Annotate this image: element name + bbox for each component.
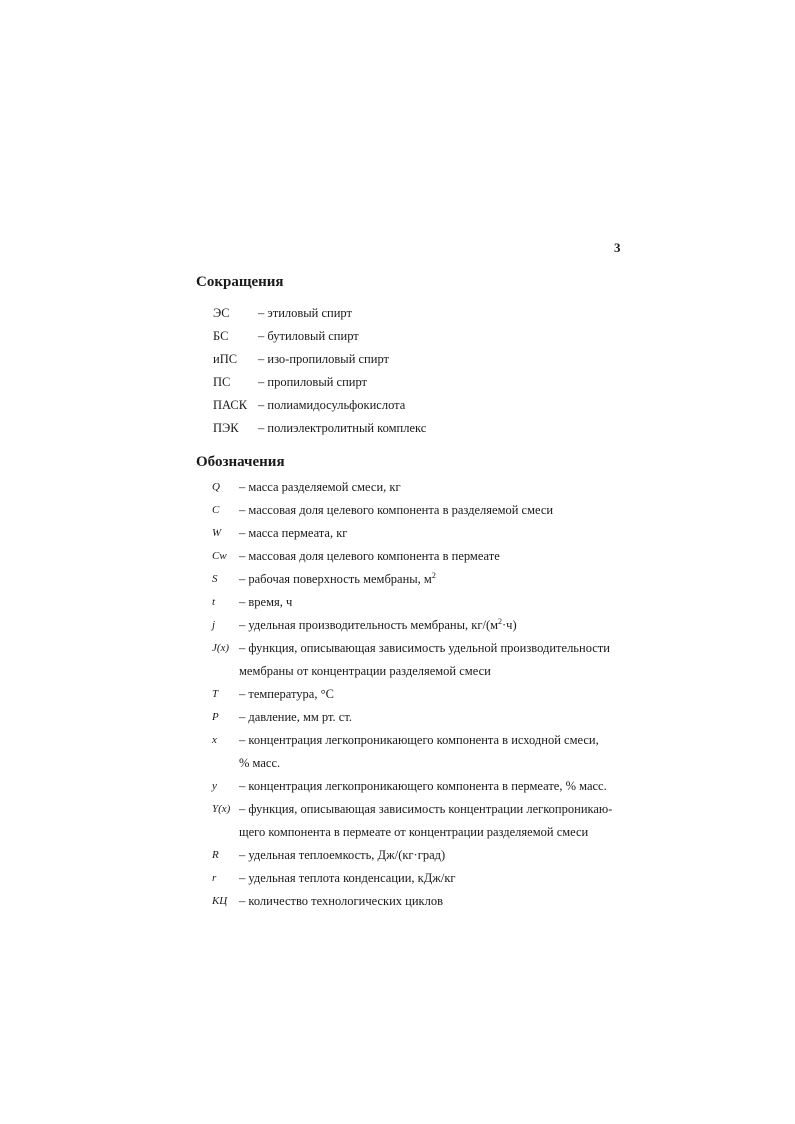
symbol-definition-text: – удельная производительность мембраны, кг/(м — [239, 618, 499, 632]
symbol-item — [212, 522, 642, 545]
symbol-definition-text: – концентрация легкопроникающего компонента в исходной смеси, — [239, 733, 599, 747]
symbol-definition-continuation: мембраны от концентрации разделяемой смеси — [239, 664, 491, 678]
symbol-definition: – масса разделяемой смеси, кг — [239, 480, 401, 494]
symbol-definition — [239, 568, 642, 591]
symbol-term: x — [212, 734, 217, 746]
symbols-title: Обозначения — [196, 454, 285, 470]
symbol-term: S — [212, 573, 218, 585]
symbol-definition: – концентрация легкопроникающего компонента в пермеате, % масс. — [239, 779, 607, 793]
symbol-term: P — [212, 711, 219, 723]
page-number: 3 — [614, 240, 621, 255]
abbreviation-term: БС — [213, 329, 229, 343]
abbreviation-definition: – пропиловый спирт — [258, 375, 368, 389]
abbreviation-definition: – полиамидосульфокислота — [258, 398, 406, 412]
symbol-item — [212, 775, 642, 798]
abbreviation-item — [213, 371, 633, 394]
symbol-term: j — [212, 619, 216, 631]
symbols-list — [212, 476, 642, 913]
abbreviation-definition: – изо-пропиловый спирт — [258, 352, 389, 366]
symbol-term: T — [212, 688, 219, 700]
abbreviation-item — [213, 394, 633, 417]
symbol-term: t — [212, 596, 216, 608]
symbol-term: Y(x) — [212, 803, 231, 815]
symbol-term: r — [212, 872, 217, 884]
symbol-term: КЦ — [212, 895, 228, 907]
symbol-definition — [239, 798, 642, 844]
symbol-definition: – количество технологических циклов — [239, 894, 444, 908]
symbol-definition: – давление, мм рт. ст. — [239, 710, 352, 724]
symbol-definition: – удельная теплоемкость, Дж/(кг·град) — [239, 848, 446, 862]
symbol-item — [212, 798, 642, 844]
symbol-definition-continuation: % масс. — [239, 756, 281, 770]
symbol-item — [212, 499, 642, 522]
abbreviation-item — [213, 302, 633, 325]
abbreviations-title: Сокращения — [196, 274, 284, 290]
superscript: 2 — [431, 570, 436, 580]
symbol-item — [212, 844, 642, 867]
symbol-term: J(x) — [212, 642, 230, 654]
symbol-definition — [239, 729, 642, 775]
abbreviation-item — [213, 348, 633, 371]
abbreviation-definition: – этиловый спирт — [258, 306, 352, 320]
symbol-item — [212, 614, 642, 637]
symbol-item — [212, 867, 642, 890]
symbol-item — [212, 890, 642, 913]
symbol-definition — [239, 614, 642, 637]
symbol-definition: – удельная теплота конденсации, кДж/кг — [239, 871, 456, 885]
abbreviation-item — [213, 417, 633, 440]
symbol-item — [212, 476, 642, 499]
abbreviation-item — [213, 325, 633, 348]
symbol-term: C — [212, 504, 220, 516]
symbol-item — [212, 568, 642, 591]
symbol-term: W — [212, 527, 222, 539]
symbol-definition-text: – функция, описывающая зависимость концентрации легкопроникаю- — [239, 802, 613, 816]
abbreviation-term: ЭС — [213, 306, 230, 320]
symbol-item — [212, 729, 642, 775]
symbol-item — [212, 683, 642, 706]
symbol-definition-text: – рабочая поверхность мембраны, м — [239, 572, 432, 586]
symbol-definition-text: – функция, описывающая зависимость удельной производительности — [239, 641, 610, 655]
abbreviation-term: иПС — [213, 352, 238, 366]
symbol-item — [212, 591, 642, 614]
symbol-definition: – масса пермеата, кг — [239, 526, 348, 540]
abbreviation-term: ПАСК — [213, 398, 248, 412]
symbol-definition-suffix: ·ч) — [502, 618, 517, 632]
abbreviation-definition: – полиэлектролитный комплекс — [258, 421, 427, 435]
abbreviation-definition: – бутиловый спирт — [258, 329, 359, 343]
symbol-item — [212, 545, 642, 568]
symbol-definition: – температура, °С — [239, 687, 334, 701]
symbol-definition: – время, ч — [239, 595, 293, 609]
symbol-definition: – массовая доля целевого компонента в пермеате — [239, 549, 500, 563]
symbol-definition — [239, 637, 642, 683]
symbol-term: R — [212, 849, 219, 861]
symbol-item — [212, 706, 642, 729]
symbol-definition: – массовая доля целевого компонента в разделяемой смеси — [239, 503, 554, 517]
abbreviation-term: ПС — [213, 375, 231, 389]
symbol-term: y — [212, 780, 217, 792]
symbol-term: Q — [212, 481, 220, 493]
superscript: 2 — [498, 616, 503, 626]
symbol-definition-continuation: щего компонента в пермеате от концентрации разделяемой смеси — [239, 825, 589, 839]
symbol-item — [212, 637, 642, 683]
abbreviation-term: ПЭК — [213, 421, 239, 435]
abbreviations-list — [213, 302, 633, 440]
symbol-term: Cw — [212, 550, 227, 562]
